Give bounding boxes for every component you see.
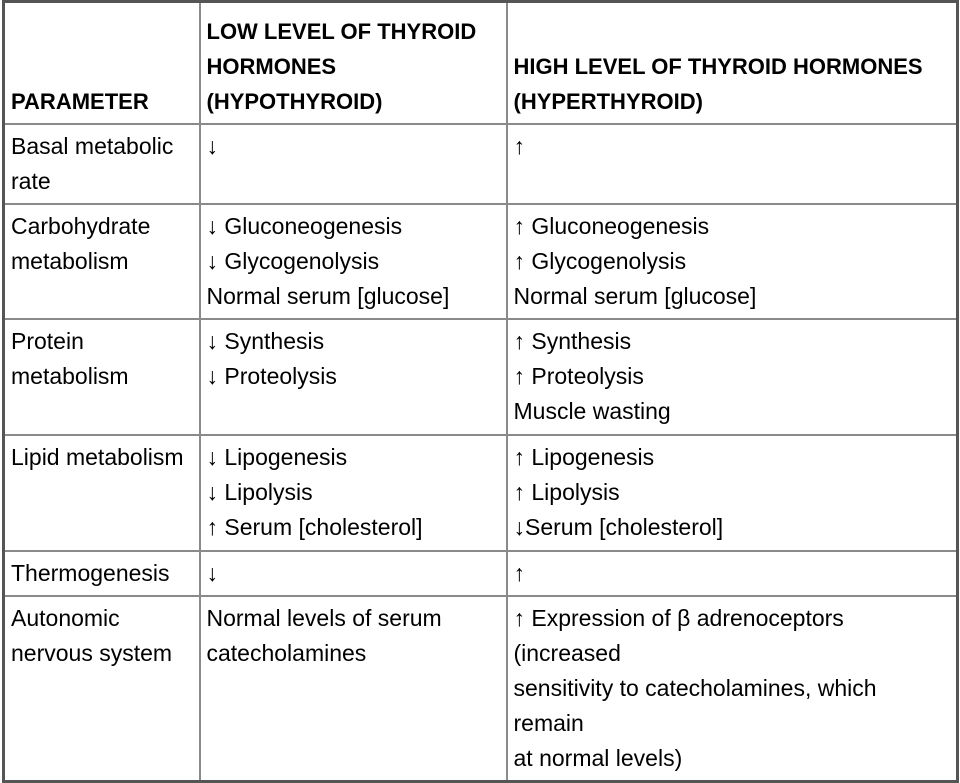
high-level-cell (507, 319, 958, 435)
cell-text: nervous system (11, 639, 173, 666)
cell-text: ↓ Gluconeogenesis (206, 212, 403, 239)
cell-text: ↑ Lipolysis (513, 478, 620, 505)
parameter-cell (4, 596, 200, 782)
table-row (4, 124, 958, 204)
high-level-cell (507, 204, 958, 319)
cell-text: Muscle wasting (513, 397, 671, 424)
header-text: PARAMETER (11, 88, 149, 114)
header-row (4, 2, 958, 124)
high-level-cell (507, 435, 958, 551)
low-level-cell (200, 435, 507, 551)
cell-text: ↑ Expression of β adrenoceptors (increased (513, 604, 851, 666)
cell-text: Normal serum [glucose] (206, 282, 450, 309)
header-text: HORMONES (206, 53, 337, 79)
cell-text: ↑ Lipogenesis (513, 443, 655, 470)
cell-text: Autonomic (11, 604, 120, 631)
cell-text: ↑ Proteolysis (513, 362, 644, 389)
cell-text: ↓ Synthesis (206, 327, 325, 354)
high-level-cell (507, 551, 958, 596)
cell-text: metabolism (11, 247, 129, 274)
cell-text: Carbohydrate (11, 212, 151, 239)
header-text: LOW LEVEL OF THYROID (206, 18, 477, 44)
cell-text: catecholamines (206, 639, 367, 666)
cell-text: ↓ (206, 132, 218, 159)
cell-text: Normal serum [glucose] (513, 282, 757, 309)
cell-text: ↑ Synthesis (513, 327, 632, 354)
table-row (4, 204, 958, 319)
low-level-cell (200, 204, 507, 319)
cell-text: ↑ Serum [cholesterol] (206, 513, 423, 540)
header-high-level (507, 2, 958, 124)
cell-text: ↑ (513, 559, 525, 586)
cell-text: ↑ Gluconeogenesis (513, 212, 710, 239)
high-level-cell (507, 124, 958, 204)
header-text: HIGH LEVEL OF THYROID HORMONES (513, 53, 923, 79)
low-level-cell (200, 319, 507, 435)
cell-text: ↓Serum [cholesterol] (513, 513, 724, 540)
table-row (4, 551, 958, 596)
parameter-cell (4, 435, 200, 551)
cell-text: ↑ Glycogenolysis (513, 247, 687, 274)
low-level-cell (200, 124, 507, 204)
cell-text: rate (11, 167, 51, 194)
header-parameter (4, 2, 200, 124)
cell-text: metabolism (11, 362, 129, 389)
cell-text: ↓ Proteolysis (206, 362, 337, 389)
cell-text: ↑ (513, 132, 525, 159)
cell-text: ↓ Glycogenolysis (206, 247, 380, 274)
header-low-level (200, 2, 507, 124)
parameter-cell (4, 124, 200, 204)
low-level-cell (200, 551, 507, 596)
high-level-cell (507, 596, 958, 782)
cell-text: Thermogenesis (11, 559, 170, 586)
cell-text: ↓ Lipogenesis (206, 443, 348, 470)
low-level-cell (200, 596, 507, 782)
parameter-cell (4, 319, 200, 435)
cell-text: Normal levels of serum (206, 604, 442, 631)
parameter-cell (4, 204, 200, 319)
cell-text: sensitivity to catecholamines, which remain (513, 674, 883, 736)
cell-text: at normal levels) (513, 744, 683, 771)
cell-text: Protein (11, 327, 84, 354)
cell-text: Lipid metabolism (11, 443, 184, 470)
table-row (4, 319, 958, 435)
cell-text: Basal metabolic (11, 132, 174, 159)
header-text: (HYPERTHYROID) (513, 88, 703, 114)
table-row (4, 435, 958, 551)
cell-text: ↓ Lipolysis (206, 478, 313, 505)
cell-text: ↓ (206, 559, 218, 586)
header-text: (HYPOTHYROID) (206, 88, 383, 114)
parameter-cell (4, 551, 200, 596)
table-row (4, 596, 958, 782)
thyroid-hormone-table (2, 0, 959, 783)
